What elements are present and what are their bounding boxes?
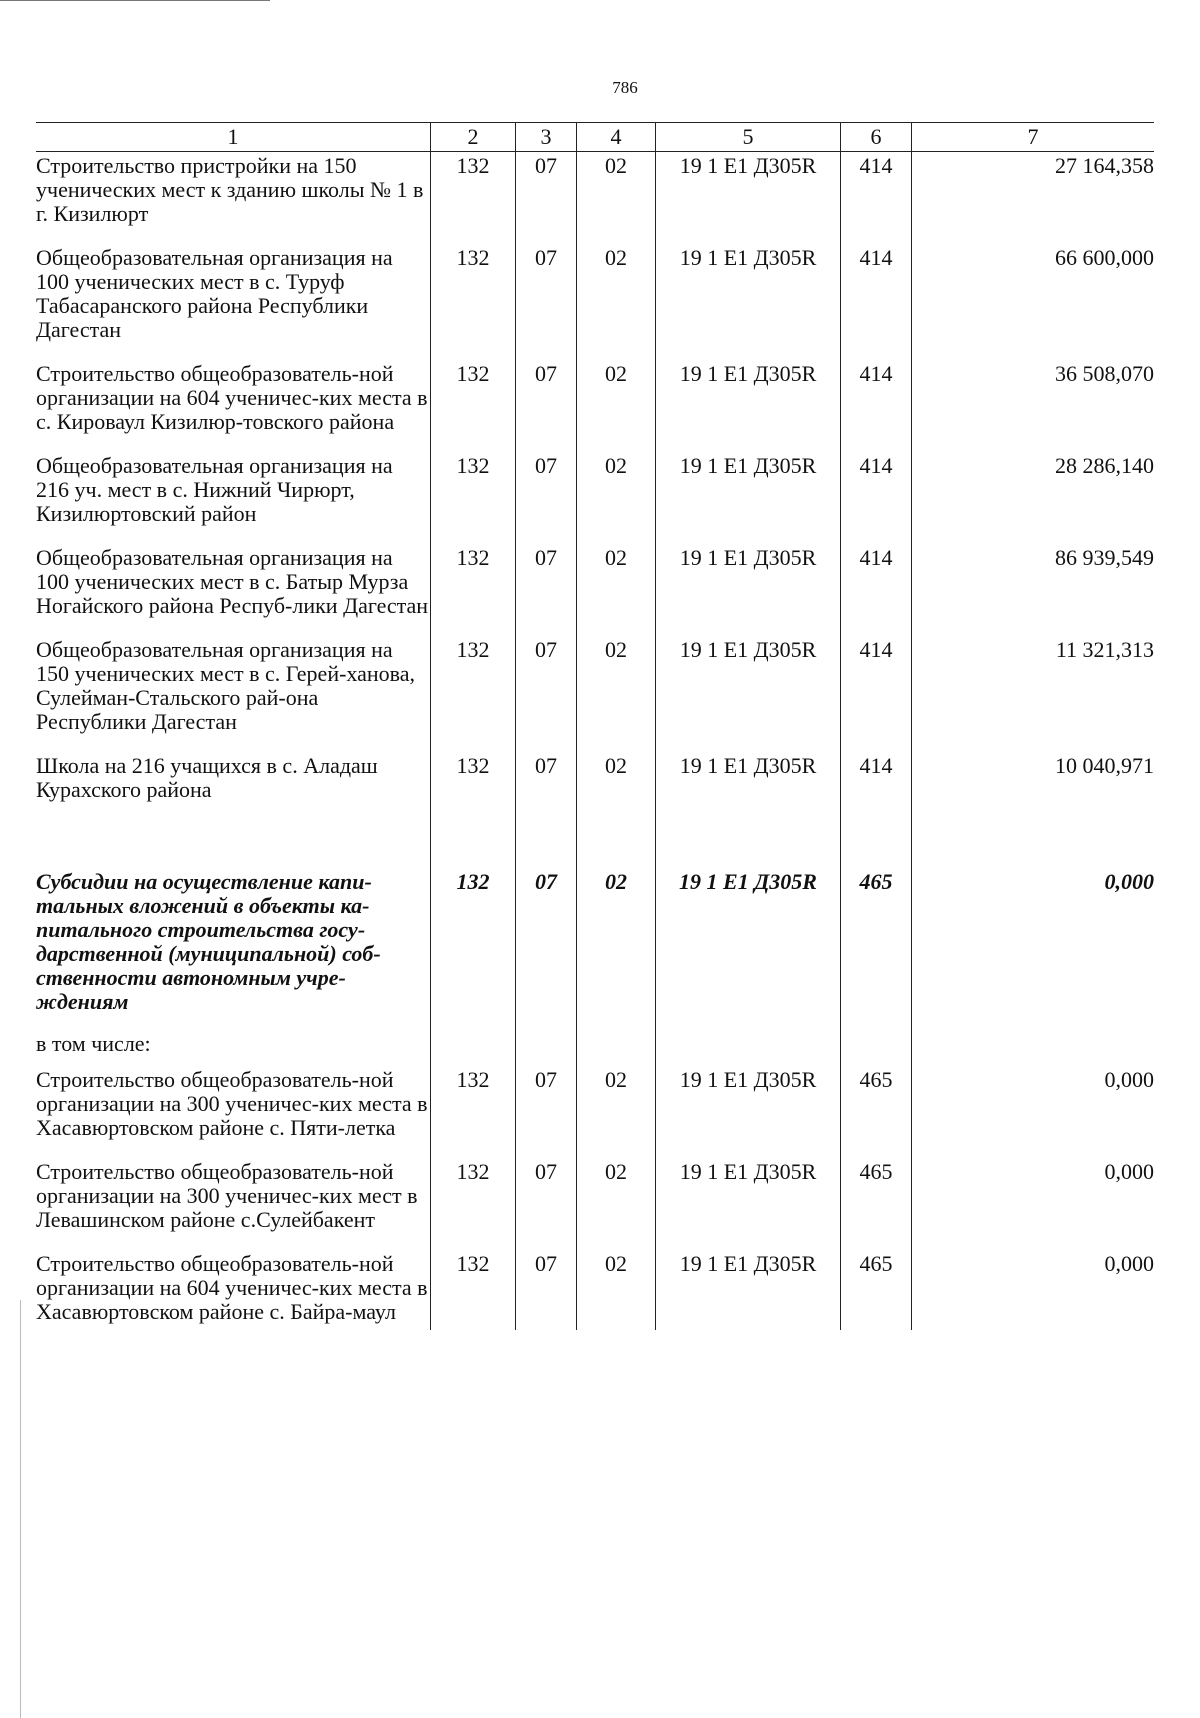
row-col-3: 07 xyxy=(516,244,577,360)
subsidy-total-row xyxy=(36,868,1154,1032)
row-col-2: 132 xyxy=(431,1066,516,1158)
row-col-6: 414 xyxy=(841,360,912,452)
row-amount: 0,000 xyxy=(912,1066,1155,1158)
row-col-2: 132 xyxy=(431,152,516,245)
row-col-3: 07 xyxy=(516,1158,577,1250)
row-col-4: 02 xyxy=(577,152,656,245)
row-amount: 0,000 xyxy=(912,1250,1155,1330)
row-col-4: 02 xyxy=(577,544,656,636)
row-col-6: 465 xyxy=(841,1158,912,1250)
table-row xyxy=(36,152,1154,245)
row-col-4: 02 xyxy=(577,1066,656,1158)
row-col-5: 19 1 E1 Д305R xyxy=(656,452,841,544)
row-col-2: 132 xyxy=(431,1158,516,1250)
subsidy-amount: 0,000 xyxy=(912,868,1155,1032)
subsidy-col-4: 02 xyxy=(577,868,656,1032)
column-header-1: 1 xyxy=(36,123,431,152)
row-description: Школа на 216 учащихся в с. Аладаш Курахского района xyxy=(36,753,378,802)
row-col-6: 414 xyxy=(841,636,912,752)
row-col-6: 414 xyxy=(841,244,912,360)
row-col-3: 07 xyxy=(516,636,577,752)
row-col-5: 19 1 E1 Д305R xyxy=(656,244,841,360)
table-row xyxy=(36,244,1154,360)
row-col-5: 19 1 E1 Д305R xyxy=(656,544,841,636)
row-amount: 36 508,070 xyxy=(912,360,1155,452)
row-description: Общеобразовательная организация на 100 ученических мест в с. Батыр Мурза Ногайского района Респуб-лики Дагестан xyxy=(36,545,429,618)
row-col-4: 02 xyxy=(577,636,656,752)
row-col-5: 19 1 E1 Д305R xyxy=(656,636,841,752)
row-col-5: 19 1 E1 Д305R xyxy=(656,1066,841,1158)
row-col-3: 07 xyxy=(516,360,577,452)
row-col-5: 19 1 E1 Д305R xyxy=(656,152,841,245)
subsidy-col-3: 07 xyxy=(516,868,577,1032)
row-col-4: 02 xyxy=(577,244,656,360)
row-description: Строительство общеобразователь-ной организации на 604 ученичес-ких места в с. Кироваул Кизилюр-товского района xyxy=(36,361,428,434)
row-description: Общеобразовательная организация на 216 уч. мест в с. Нижний Чирюрт, Кизилюртовский район xyxy=(36,453,393,526)
row-col-3: 07 xyxy=(516,152,577,245)
row-amount: 0,000 xyxy=(912,1158,1155,1250)
table-row xyxy=(36,360,1154,452)
row-col-3: 07 xyxy=(516,1066,577,1158)
row-col-3: 07 xyxy=(516,452,577,544)
row-col-6: 465 xyxy=(841,1250,912,1330)
row-col-4: 02 xyxy=(577,752,656,820)
page-number: 786 xyxy=(612,78,638,97)
row-col-6: 414 xyxy=(841,544,912,636)
row-col-5: 19 1 E1 Д305R xyxy=(656,752,841,820)
column-header-4: 4 xyxy=(577,123,656,152)
row-description: Общеобразовательная организация на 150 ученических мест в с. Герей-ханова, Сулейман-Стальского рай-она Республики Дагестан xyxy=(36,637,416,734)
column-header-6: 6 xyxy=(841,123,912,152)
including-label: в том числе: xyxy=(36,1031,151,1056)
row-col-2: 132 xyxy=(431,452,516,544)
row-col-2: 132 xyxy=(431,360,516,452)
row-description: Строительство общеобразователь-ной организации на 300 ученичес-ких места в Хасавюртовском районе с. Пяти-летка xyxy=(36,1067,428,1140)
row-col-6: 414 xyxy=(841,752,912,820)
table-row xyxy=(36,1250,1154,1330)
row-amount: 86 939,549 xyxy=(912,544,1155,636)
subsidy-col-5: 19 1 E1 Д305R xyxy=(656,868,841,1032)
subsidy-col-2: 132 xyxy=(431,868,516,1032)
row-description: Строительство общеобразователь-ной организации на 300 ученичес-ких мест в Левашинском районе с.Сулейбакент xyxy=(36,1159,418,1232)
row-col-6: 465 xyxy=(841,1066,912,1158)
table-row xyxy=(36,452,1154,544)
row-col-6: 414 xyxy=(841,452,912,544)
subsidy-col-6: 465 xyxy=(841,868,912,1032)
row-description: Строительство общеобразователь-ной организации на 604 ученичес-ких места в Хасавюртовском районе с. Байра-маул xyxy=(36,1251,428,1324)
row-col-5: 19 1 E1 Д305R xyxy=(656,1158,841,1250)
row-col-5: 19 1 E1 Д305R xyxy=(656,1250,841,1330)
row-col-3: 07 xyxy=(516,1250,577,1330)
scan-edge-line xyxy=(0,0,270,1)
column-header-3: 3 xyxy=(516,123,577,152)
row-description: Строительство пристройки на 150 ученических мест к зданию школы № 1 в г. Кизилюрт xyxy=(36,153,424,226)
row-amount: 28 286,140 xyxy=(912,452,1155,544)
row-col-2: 132 xyxy=(431,1250,516,1330)
spacer-row xyxy=(36,820,1154,868)
budget-table xyxy=(36,122,1154,1330)
column-header-2: 2 xyxy=(431,123,516,152)
row-col-4: 02 xyxy=(577,360,656,452)
row-amount: 11 321,313 xyxy=(912,636,1155,752)
row-col-2: 132 xyxy=(431,244,516,360)
row-col-4: 02 xyxy=(577,1250,656,1330)
row-col-3: 07 xyxy=(516,752,577,820)
row-col-3: 07 xyxy=(516,544,577,636)
row-col-2: 132 xyxy=(431,752,516,820)
row-col-4: 02 xyxy=(577,1158,656,1250)
table-row xyxy=(36,1066,1154,1158)
row-amount: 10 040,971 xyxy=(912,752,1155,820)
row-amount: 27 164,358 xyxy=(912,152,1155,245)
including-row xyxy=(36,1032,1154,1066)
row-col-2: 132 xyxy=(431,636,516,752)
subsidy-description: Субсидии на осуществление капи-тальных вложений в объекты ка-питального строительства госу-дарственной (муниципальной) соб-ственности автономным учре-ждениям xyxy=(36,869,381,1014)
table-row xyxy=(36,636,1154,752)
row-col-5: 19 1 E1 Д305R xyxy=(656,360,841,452)
table-row xyxy=(36,1158,1154,1250)
table-row xyxy=(36,752,1154,820)
table-row xyxy=(36,544,1154,636)
row-amount: 66 600,000 xyxy=(912,244,1155,360)
column-header-5: 5 xyxy=(656,123,841,152)
row-col-6: 414 xyxy=(841,152,912,245)
row-description: Общеобразовательная организация на 100 ученических мест в с. Туруф Табасаранского района Республики Дагестан xyxy=(36,245,393,342)
column-header-row xyxy=(36,123,1154,152)
column-header-7: 7 xyxy=(912,123,1155,152)
row-col-4: 02 xyxy=(577,452,656,544)
row-col-2: 132 xyxy=(431,544,516,636)
scan-margin-line xyxy=(20,1300,21,1718)
